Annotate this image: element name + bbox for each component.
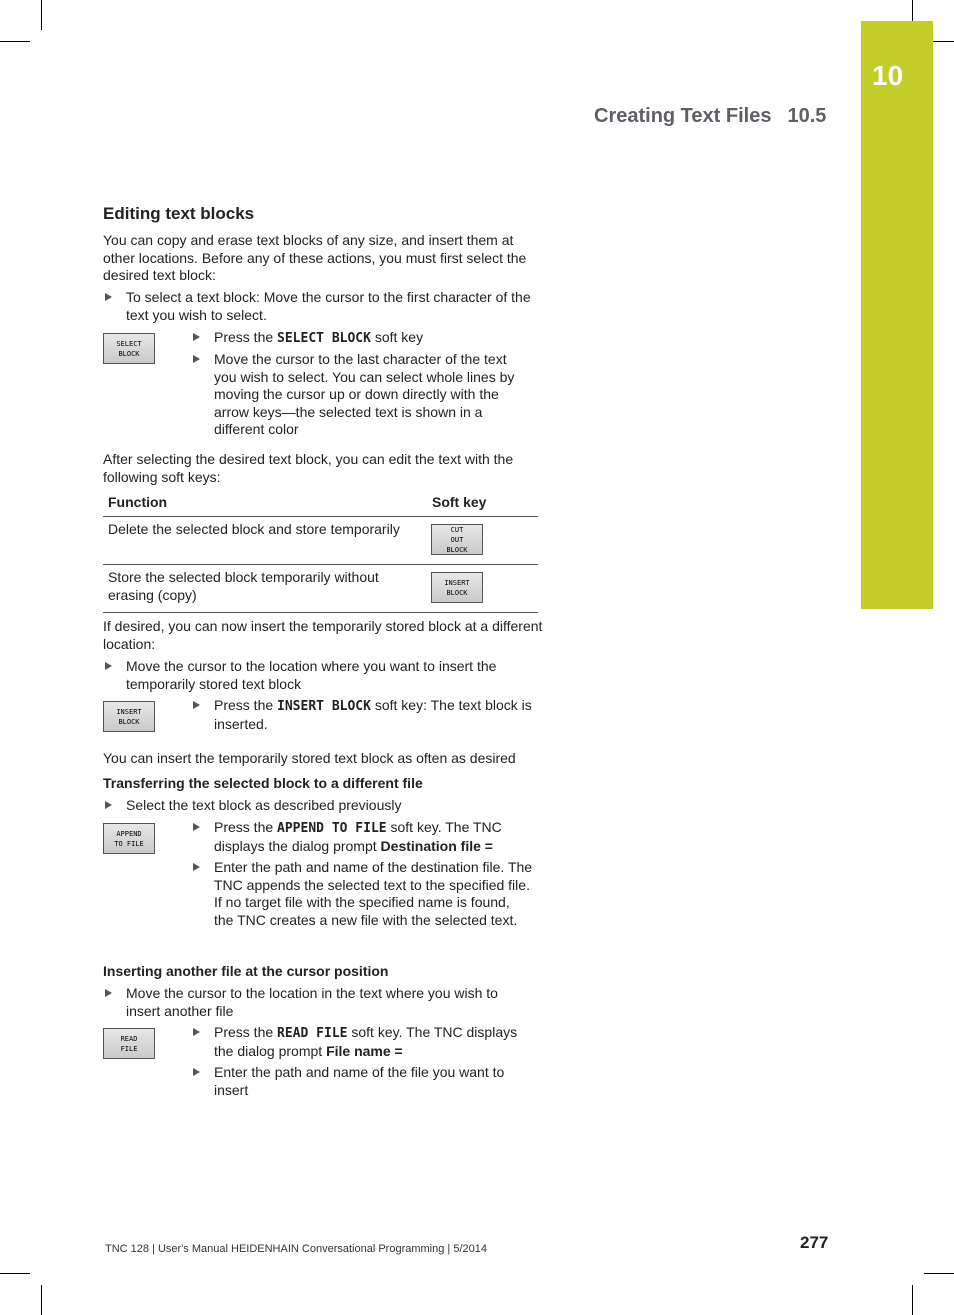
list-item bbox=[193, 1064, 533, 1099]
softkey-name: SELECT BLOCK bbox=[277, 331, 371, 346]
running-head bbox=[594, 102, 826, 130]
softkey-table bbox=[103, 491, 538, 613]
list-item bbox=[193, 859, 533, 929]
bullet-arrow-icon bbox=[105, 662, 112, 670]
softkey-name: APPEND TO FILE bbox=[277, 821, 387, 836]
crop-mark bbox=[924, 1273, 954, 1274]
list-item bbox=[105, 658, 535, 693]
page-footer: TNC 128 | User's Manual HEIDENHAIN Conversational Programming | 5/2014 bbox=[105, 1243, 487, 1255]
chapter-number: 10 bbox=[872, 60, 904, 91]
list-item bbox=[105, 289, 535, 324]
list-item: Press the INSERT BLOCK soft key: The text block is inserted. bbox=[193, 697, 548, 733]
table-row bbox=[103, 565, 538, 613]
dialog-prompt: File name = bbox=[326, 1042, 403, 1059]
softkey-name: READ FILE bbox=[277, 1026, 348, 1041]
section-heading: Editing text blocks bbox=[103, 204, 255, 223]
crop-mark bbox=[41, 1285, 42, 1315]
list-item-text: To select a text block: Move the cursor to the first character of the text you wish to select. bbox=[126, 289, 531, 323]
select-block-softkey[interactable]: SELECT BLOCK bbox=[103, 333, 155, 364]
crop-mark bbox=[41, 0, 42, 30]
list-item: Press the SELECT BLOCK soft key bbox=[193, 329, 533, 348]
crop-mark bbox=[0, 41, 30, 42]
list-item-text: Move the cursor to the location in the text where you wish to insert another file bbox=[126, 985, 498, 1019]
cut-out-block-softkey[interactable]: CUT OUT BLOCK bbox=[431, 524, 483, 555]
insert-note: You can insert the temporarily stored text block as often as desired bbox=[103, 750, 516, 766]
chapter-tab bbox=[861, 21, 933, 609]
crop-mark bbox=[0, 1273, 30, 1274]
list-item: Press the APPEND TO FILE soft key. The TNC displays the dialog prompt Destination file = bbox=[193, 819, 533, 855]
bullet-arrow-icon bbox=[193, 333, 200, 341]
list-item-text: Enter the path and name of the file you want to insert bbox=[214, 1064, 505, 1098]
read-file-softkey[interactable]: READ FILE bbox=[103, 1028, 155, 1059]
running-head-title: Creating Text Files bbox=[594, 105, 772, 127]
list-item-text: Move the cursor to the last character of the text you wish to select. You can select whole lines by moving the cursor up or down directly with the arrow keys—the selected text is shown in a different color bbox=[214, 351, 515, 437]
bullet-arrow-icon bbox=[193, 355, 200, 363]
bullet-arrow-icon bbox=[105, 801, 112, 809]
table-row bbox=[103, 517, 538, 565]
column-header-softkey: Soft key bbox=[432, 494, 487, 510]
after-select-paragraph: After selecting the desired text block, you can edit the text with the following soft keys: bbox=[103, 451, 514, 485]
bullet-arrow-icon bbox=[105, 989, 112, 997]
insert-intro-paragraph: If desired, you can now insert the temporarily stored block at a different location: bbox=[103, 618, 543, 652]
list-item: Press the READ FILE soft key. The TNC displays the dialog prompt File name = bbox=[193, 1024, 533, 1060]
page-number: 277 bbox=[800, 1233, 829, 1252]
insert-block-softkey[interactable]: INSERT BLOCK bbox=[103, 701, 155, 732]
insert-block-softkey[interactable]: INSERT BLOCK bbox=[431, 572, 483, 603]
list-item-text: Move the cursor to the location where you want to insert the temporarily stored text block bbox=[126, 658, 497, 692]
softkey-name: INSERT BLOCK bbox=[277, 699, 371, 714]
list-item bbox=[105, 985, 535, 1020]
bullet-arrow-icon bbox=[105, 293, 112, 301]
column-header-function: Function bbox=[108, 494, 168, 510]
list-item-text: Select the text block as described previously bbox=[126, 797, 402, 813]
bullet-arrow-icon bbox=[193, 1028, 200, 1036]
bullet-arrow-icon bbox=[193, 1068, 200, 1076]
list-item-text: Enter the path and name of the destination file. The TNC appends the selected text to the specified file. If no target file with the specified name is found, the TNC creates a new file with the selected text. bbox=[214, 859, 533, 928]
subheading-insert-file: Inserting another file at the cursor position bbox=[103, 963, 389, 979]
subheading-transfer: Transferring the selected block to a different file bbox=[103, 775, 423, 791]
table-cell-function: Delete the selected block and store temporarily bbox=[108, 521, 400, 537]
crop-mark bbox=[912, 1285, 913, 1315]
list-item bbox=[105, 797, 535, 815]
running-head-section: 10.5 bbox=[787, 105, 827, 127]
bullet-arrow-icon bbox=[193, 863, 200, 871]
list-item bbox=[193, 351, 533, 439]
bullet-arrow-icon bbox=[193, 701, 200, 709]
dialog-prompt: Destination file = bbox=[380, 837, 493, 854]
table-header bbox=[103, 491, 538, 517]
append-to-file-softkey[interactable]: APPEND TO FILE bbox=[103, 823, 155, 854]
bullet-arrow-icon bbox=[193, 823, 200, 831]
intro-paragraph: You can copy and erase text blocks of any size, and insert them at other locations. Before any of these actions, you must first select the desired text block: bbox=[103, 232, 527, 283]
table-cell-function: Store the selected block temporarily without erasing (copy) bbox=[108, 569, 379, 603]
